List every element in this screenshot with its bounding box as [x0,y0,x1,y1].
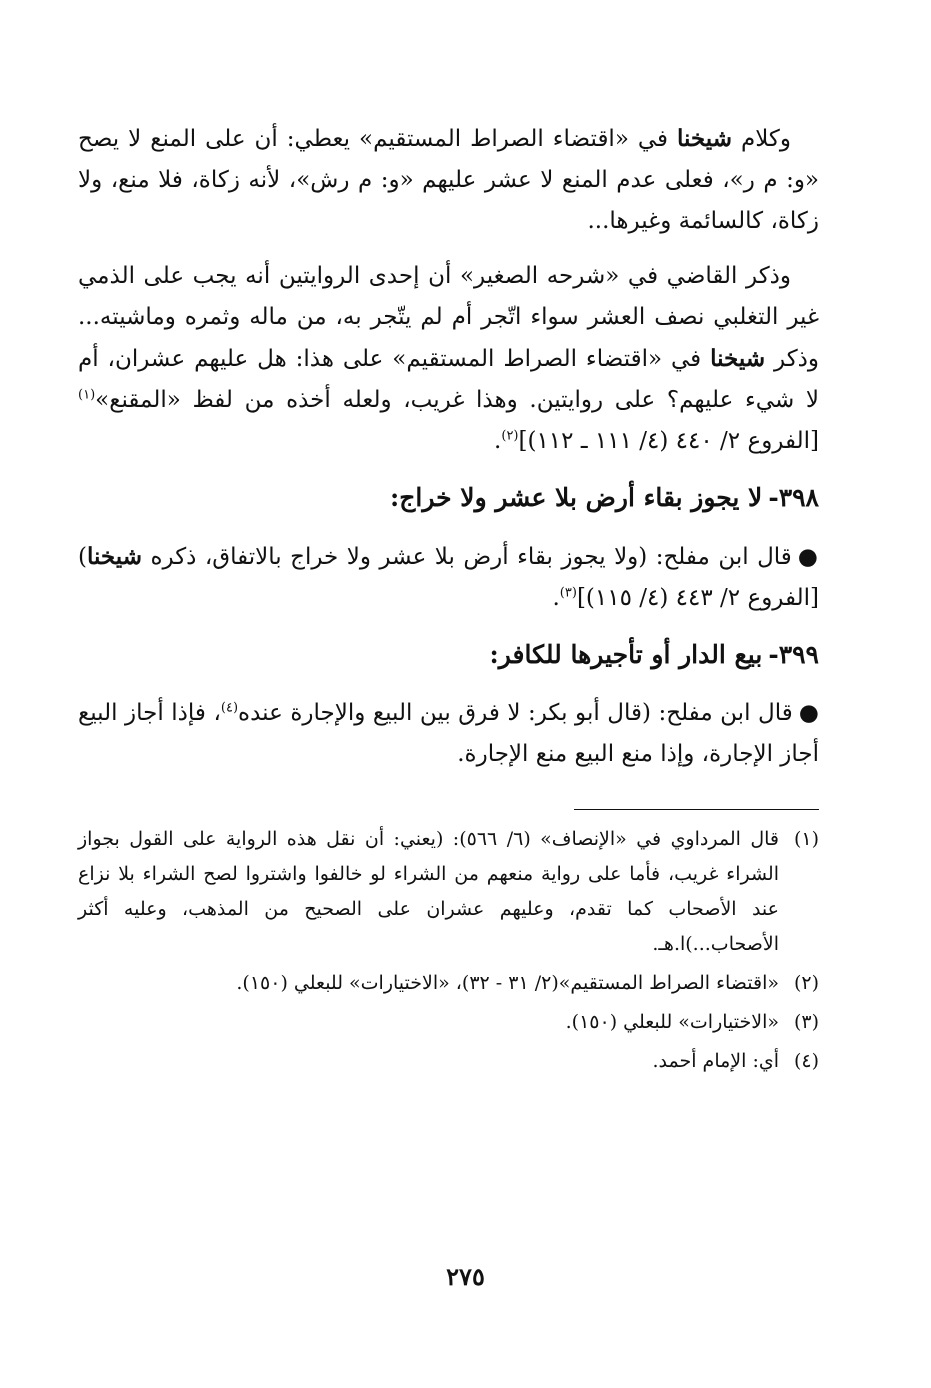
footnote-text: «اقتضاء الصراط المستقيم»(٢/ ٣١ - ٣٢)، «الاختيارات» للبعلي (١٥٠). [236,972,779,994]
text-run: قال ابن مفلح: (قال أبو بكر: لا فرق بين البيع والإجارة عنده [238,700,793,726]
citation: ) [الفروع ٢/ ٤٤٣ (٤/ ١١٥)] [78,544,819,611]
text-run: وذكر القاضي في «شرحه الصغير» أن إحدى الروايتين أنه يجب على الذمي غير التغلبي نصف العشر سواء اتّجر أم لم يتّجر به، من ماله وثمره وماشيته... وذكر [78,263,819,372]
text-run: في «اقتضاء الصراط المستقيم» يعطي: أن على المنع لا يصح «و: م ر»، فعلى عدم المنع لا عشر عليهم «و: م رش»، لأنه زكاة، فلا منع، ولا زكاة، كالسائمة وغيرها... [78,126,819,234]
bold-term: شيخنا [86,543,142,570]
footnote-text: قال المرداوي في «الإنصاف» (٦/ ٥٦٦): (يعني: أن نقل هذه الرواية على القول بجواز الشراء غريب، فأما على رواية منعهم من الشراء لو خالفوا واشتروا لصح الشراء بلا نزاع عند الأصحاب كما تقدم، وعليهم عشران على الصحيح من المذهب، وعليه أكثر الأصحاب...)ا.هـ. [78,828,779,955]
bullet-icon: ● [797,544,820,570]
section-heading-398 [78,476,819,520]
footnote-4 [78,1044,819,1079]
footnote-ref: (٢) [501,428,519,444]
bold-term: شيخنا [676,125,732,152]
page-number: ٢٧٥ [446,1262,485,1291]
text-run: في «اقتضاء الصراط المستقيم» على هذا: هل عليهم عشران، أم لا شيء عليهم؟ على روايتين. وهذا غريب، ولعله أخذه من لفظ «المقنع» [78,346,819,413]
section-title: لا يجوز بقاء أرض بلا عشر ولا خراج: [390,483,763,512]
text-run: . [494,428,502,454]
paragraph-3 [78,536,819,619]
bullet-icon: ● [798,700,820,726]
footnote-number: (٤) [793,1050,819,1072]
paragraph-2 [78,256,819,462]
paragraph-1 [78,118,819,242]
footnote-number: (٢) [793,972,819,994]
footnote-number: (١) [793,828,819,850]
section-number: ٣٩٩- [768,640,819,669]
footnote-text: أي: الإمام أحمد. [652,1050,779,1072]
paragraph-4 [78,693,819,775]
footnote-1 [78,822,819,962]
text-run: ، فإذا أجاز البيع أجاز الإجارة، وإذا منع البيع منع الإجارة. [78,700,819,767]
citation: [الفروع ٢/ ٤٤٠ (٤/ ١١١ ـ ١١٢)] [518,428,819,454]
section-heading-399 [78,633,819,677]
footnote-ref: (١) [78,387,96,403]
footnote-ref: (٤) [220,700,239,716]
text-run: وكلام [732,126,791,152]
footnote-ref: (٣) [559,585,577,601]
section-title: بيع الدار أو تأجيرها للكافر: [489,640,763,669]
footnote-2 [78,966,819,1001]
footnote-text: «الاختيارات» للبعلي (١٥٠). [565,1011,779,1033]
footnote-divider [574,809,819,810]
section-number: ٣٩٨- [768,483,819,512]
footnote-number: (٣) [793,1011,819,1033]
text-run: . [552,585,560,611]
text-run: قال ابن مفلح: (ولا يجوز بقاء أرض بلا عشر ولا خراج بالاتفاق، ذكره [142,544,792,570]
footnotes [78,822,819,1079]
footnote-3 [78,1005,819,1040]
bold-term: شيخنا [710,345,766,372]
